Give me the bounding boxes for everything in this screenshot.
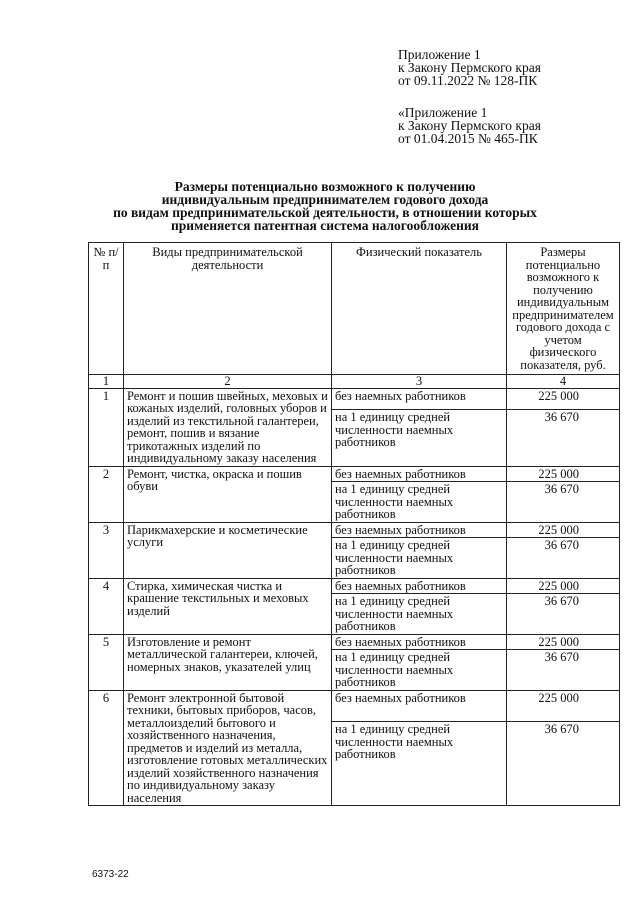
income-value: 225 000: [507, 466, 620, 482]
indicator-cell: на 1 единицу средней численности наемных работников: [332, 410, 507, 466]
header-number: № п/п: [89, 243, 124, 375]
indicator-cell: без наемных работников: [332, 634, 507, 650]
activity-name: Ремонт и пошив швейных, меховых и кожаных изделий, головных уборов и изделий из текстильной галантереи, ремонт, пошив и вязание трикотажных изделий по индивидуальному заказу населения: [124, 388, 332, 466]
row-number: 2: [89, 466, 124, 522]
indicator-cell: без наемных работников: [332, 578, 507, 594]
column-number: 3: [332, 375, 507, 389]
activity-name: Ремонт, чистка, окраска и пошив обуви: [124, 466, 332, 522]
table-row: [89, 634, 620, 650]
column-number: 1: [89, 375, 124, 389]
indicator-cell: на 1 единицу средней численности наемных работников: [332, 722, 507, 806]
indicator-cell: без наемных работников: [332, 466, 507, 482]
column-number: 4: [507, 375, 620, 389]
appendix-reference-original: [398, 106, 541, 145]
table-row: [89, 466, 620, 482]
activity-name: Ремонт электронной бытовой техники, бытовых приборов, часов, металлоизделий бытового и хозяйственного назначения, предметов и изделий из металла, изготовление готовых металлических изделий хозяйственного назначения по индивидуальному заказу населения: [124, 690, 332, 806]
appendix-reference-new: [398, 48, 541, 87]
income-value: 36 670: [507, 650, 620, 691]
table-row: [89, 690, 620, 722]
title-line: Размеры потенциально возможного к получению: [174, 179, 476, 194]
appendix-line: от 01.04.2015 № 465-ПК: [398, 131, 538, 146]
appendix-line: от 09.11.2022 № 128-ПК: [398, 73, 538, 88]
table-header-row: [89, 243, 620, 375]
title-line: по видам предпринимательской деятельности, в отношении которых: [113, 205, 537, 220]
column-number-row: [89, 375, 620, 389]
row-number: 5: [89, 634, 124, 690]
table-row: [89, 522, 620, 538]
appendix-line: «Приложение 1: [398, 105, 488, 120]
income-table: [88, 242, 620, 806]
document-title: [60, 180, 590, 232]
row-number: 4: [89, 578, 124, 634]
income-value: 36 670: [507, 482, 620, 523]
row-number: 3: [89, 522, 124, 578]
appendix-line: Приложение 1: [398, 47, 481, 62]
indicator-cell: без наемных работников: [332, 522, 507, 538]
activity-name: Изготовление и ремонт металлической галантереи, ключей, номерных знаков, указателей улиц: [124, 634, 332, 690]
activity-name: Парикмахерские и косметические услуги: [124, 522, 332, 578]
income-value: 36 670: [507, 538, 620, 579]
title-line: индивидуальным предпринимателем годового дохода: [161, 192, 489, 207]
appendix-line: к Закону Пермского края: [398, 60, 541, 75]
column-number: 2: [124, 375, 332, 389]
indicator-cell: на 1 единицу средней численности наемных работников: [332, 482, 507, 523]
table-row: [89, 578, 620, 594]
income-value: 225 000: [507, 388, 620, 410]
income-value: 225 000: [507, 522, 620, 538]
header-activity: Виды предпринимательской деятельности: [124, 243, 332, 375]
indicator-cell: на 1 единицу средней численности наемных работников: [332, 650, 507, 691]
table-body: [89, 243, 620, 806]
income-value: 36 670: [507, 594, 620, 635]
income-value: 225 000: [507, 578, 620, 594]
income-value: 36 670: [507, 722, 620, 806]
row-number: 1: [89, 388, 124, 466]
appendix-line: к Закону Пермского края: [398, 118, 541, 133]
header-indicator: Физический показатель: [332, 243, 507, 375]
header-income: Размеры потенциально возможного к получению индивидуальным предпринимателем годового дохода с учетом физического показателя, руб.: [507, 243, 620, 375]
indicator-cell: без наемных работников: [332, 388, 507, 410]
title-line: применяется патентная система налогообложения: [171, 218, 479, 233]
indicator-cell: без наемных работников: [332, 690, 507, 722]
indicator-cell: на 1 единицу средней численности наемных работников: [332, 594, 507, 635]
indicator-cell: на 1 единицу средней численности наемных работников: [332, 538, 507, 579]
income-value: 225 000: [507, 690, 620, 722]
row-number: 6: [89, 690, 124, 806]
document-code: 6373-22: [92, 869, 129, 880]
income-value: 36 670: [507, 410, 620, 466]
income-value: 225 000: [507, 634, 620, 650]
table-row: [89, 388, 620, 410]
activity-name: Стирка, химическая чистка и крашение текстильных и меховых изделий: [124, 578, 332, 634]
